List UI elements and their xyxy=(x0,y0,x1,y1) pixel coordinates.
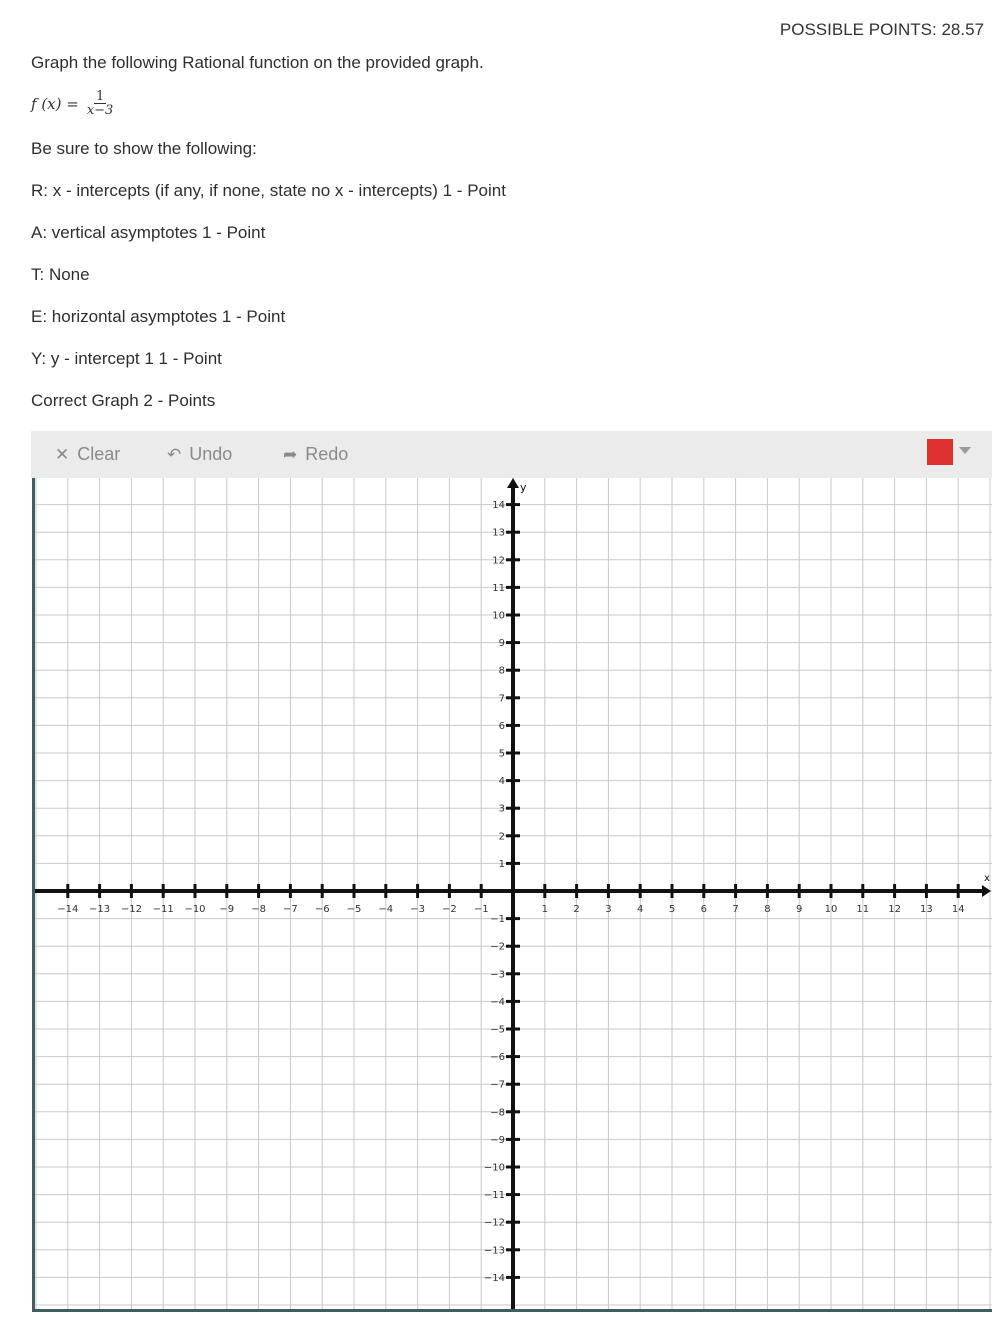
formula-numerator: 1 xyxy=(95,89,105,104)
criterion-t: T: None xyxy=(31,265,90,284)
x-tick-label: 10 xyxy=(824,904,838,915)
y-tick-label: 3 xyxy=(498,803,505,815)
x-tick-label: −12 xyxy=(120,904,142,915)
y-tick-label: 1 xyxy=(498,858,505,870)
x-tick-label: −14 xyxy=(57,904,79,915)
y-tick-label: 10 xyxy=(492,610,505,622)
x-tick-label: 4 xyxy=(637,904,644,915)
formula-denominator: x−3 xyxy=(86,103,114,118)
y-tick-label: −2 xyxy=(490,941,505,953)
criterion-e: E: horizontal asymptotes 1 - Point xyxy=(31,307,286,326)
x-axis-label: x xyxy=(984,873,990,884)
x-tick-label: −6 xyxy=(314,904,330,915)
y-tick-label: 11 xyxy=(492,582,505,594)
criterion-y: Y: y - intercept 1 1 - Point xyxy=(31,349,222,368)
x-tick-label: 9 xyxy=(796,904,803,915)
y-tick-label: 14 xyxy=(492,500,505,512)
redo-arrow-icon: ➦ xyxy=(283,444,298,464)
x-tick-label: 13 xyxy=(920,904,933,915)
clear-button[interactable] xyxy=(55,431,120,478)
close-icon: ✕ xyxy=(55,444,70,464)
x-tick-label: 3 xyxy=(605,904,612,915)
y-tick-label: −3 xyxy=(490,969,505,981)
x-tick-label: −8 xyxy=(251,904,266,915)
formula-lhs: f (x) = xyxy=(31,94,79,113)
x-tick-label: 6 xyxy=(700,904,707,915)
x-tick-label: −4 xyxy=(378,904,394,915)
undo-label: Undo xyxy=(189,444,233,464)
x-tick-label: 12 xyxy=(888,904,901,915)
y-tick-label: −1 xyxy=(490,914,505,926)
y-axis-label: y xyxy=(520,481,527,494)
x-tick-label: −9 xyxy=(219,904,235,915)
x-tick-label: 11 xyxy=(856,904,870,915)
y-tick-label: −4 xyxy=(490,996,505,1008)
y-tick-label: −12 xyxy=(483,1217,505,1229)
y-tick-label: −13 xyxy=(483,1245,505,1257)
y-tick-label: 8 xyxy=(498,665,505,677)
criterion-a: A: vertical asymptotes 1 - Point xyxy=(31,223,266,242)
x-tick-label: 14 xyxy=(951,904,965,915)
graph-area[interactable] xyxy=(32,478,992,1312)
chevron-down-icon[interactable] xyxy=(959,447,971,454)
x-tick-label: −7 xyxy=(283,904,298,915)
instructions: Be sure to show the following: xyxy=(31,139,257,158)
y-tick-label: 12 xyxy=(492,555,505,567)
criterion-graph: Correct Graph 2 - Points xyxy=(31,391,216,410)
clear-label: Clear xyxy=(77,444,121,464)
coordinate-plane[interactable] xyxy=(35,478,992,1309)
y-tick-label: 2 xyxy=(498,831,505,843)
x-tick-label: −10 xyxy=(184,904,206,915)
question-prompt: Graph the following Rational function on the provided graph. xyxy=(31,53,484,72)
x-tick-label: −5 xyxy=(346,904,362,915)
y-tick-label: 4 xyxy=(498,776,505,788)
possible-points: POSSIBLE POINTS: 28.57 xyxy=(779,20,984,39)
x-tick-label: 1 xyxy=(541,904,548,915)
x-tick-label: 8 xyxy=(764,904,771,915)
graph-toolbar xyxy=(31,431,992,478)
y-tick-label: −9 xyxy=(490,1134,505,1146)
x-tick-label: −3 xyxy=(410,904,425,915)
formula-fraction xyxy=(87,90,114,117)
redo-label: Redo xyxy=(305,444,349,464)
y-tick-label: 5 xyxy=(498,748,505,760)
y-tick-label: −6 xyxy=(490,1052,505,1064)
x-tick-label: 7 xyxy=(732,904,739,915)
y-tick-label: 6 xyxy=(498,720,505,732)
x-tick-label: 2 xyxy=(573,904,580,915)
undo-button[interactable] xyxy=(167,431,232,478)
x-tick-label: −1 xyxy=(473,904,489,915)
x-tick-label: −2 xyxy=(442,904,457,915)
y-tick-label: −7 xyxy=(490,1079,505,1091)
x-tick-label: 5 xyxy=(668,904,676,915)
criterion-r: R: x - intercepts (if any, if none, state no x - intercepts) 1 - Point xyxy=(31,181,506,200)
y-tick-label: 7 xyxy=(498,693,505,705)
y-tick-label: 9 xyxy=(498,638,505,650)
y-axis-arrow xyxy=(507,478,519,488)
function-formula xyxy=(31,90,113,117)
y-tick-label: −14 xyxy=(483,1272,505,1284)
y-tick-label: −8 xyxy=(490,1107,505,1119)
y-tick-label: −5 xyxy=(490,1024,505,1036)
y-tick-label: −11 xyxy=(483,1190,505,1202)
x-tick-label: −11 xyxy=(152,904,174,915)
y-tick-label: 13 xyxy=(492,527,505,539)
redo-button[interactable] xyxy=(283,431,348,478)
undo-arrow-icon: ↶ xyxy=(167,444,182,464)
axes xyxy=(35,478,991,1309)
y-tick-label: −10 xyxy=(483,1162,505,1174)
x-tick-label: −13 xyxy=(89,904,111,915)
color-picker-swatch[interactable] xyxy=(927,439,953,465)
